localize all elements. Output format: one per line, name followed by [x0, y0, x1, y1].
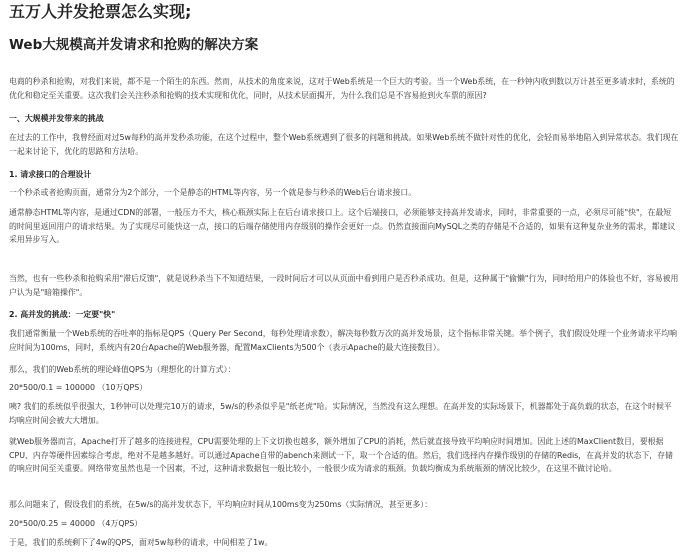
paragraph: 就Web服务器而言，Apache打开了越多的连接进程，CPU需要处理的上下文切换也越多，额外增加了CPU的消耗，然后就直接导致平均响应时间增加。因此上述的MaxClient数目，要根据CPU、内存等硬件因素综合考虑，绝对不是越多越好。可以通过Apache自带的abench来测试一下，取一个合适的值。然后，我们选择内存操作级别的存储的Redis，在高并发的状态下，存储的响应时间至关重要。网络带宽虽然也是一个因素，不过，这种请求数据包一般比较小，一般很少成为请求的瓶颈。负载均衡成为系统瓶颈的情况比较少，在这里不做讨论哈。 [9, 437, 673, 473]
paragraph: 于是，我们的系统剩下了4w的QPS，面对5w每秒的请求，中间相差了1w。 [9, 538, 273, 547]
formula: 20*500/0.25 = 40000 （4万QPS） [9, 519, 143, 528]
paragraph: 当然，也有一些秒杀和抢购采用"滞后反馈"，就是说秒杀当下不知道结果，一段时间后才可以从页面中看到用户是否秒杀成功。但是，这种属于"偷懒"行为，同时给用户的体验也不好，容易被用户认为是"暗箱操作"。 [9, 274, 679, 297]
article-title: 五万人并发抢票怎么实现; [9, 2, 192, 21]
paragraph: 我们通常衡量一个Web系统的吞吐率的指标是QPS（Query Per Second，每秒处理请求数），解决每秒数万次的高并发场景，这个指标非常关键。举个例子，我们假设处理一个业务请求平均响应时间为100ms，同时，系统内有20台Apache的Web服务器，配置MaxClients为500个（表示Apache的最大连接数目）。 [9, 329, 677, 352]
subsection-heading: 2. 高并发的挑战：一定要"快" [9, 310, 116, 319]
paragraph: 通常静态HTML等内容，是通过CDN的部署，一般压力不大，核心瓶颈实际上在后台请求接口上。这个后端接口，必须能够支持高并发请求，同时，非常重要的一点，必须尽可能"快"，在最短的时间里返回用户的请求结果。为了实现尽可能快这一点，接口的后端存储使用内存级别的操作会更好一点。仍然直接面向MySQL之类的存储是不合适的，如果有这种复杂业务的需求，都建议采用异步写入。 [9, 208, 676, 244]
article-subtitle: Web大规模高并发请求和抢购的解决方案 [9, 37, 259, 53]
section-heading: 一、大规模并发带来的挑战 [9, 114, 104, 123]
formula: 20*500/0.1 = 100000 （10万QPS） [9, 383, 148, 392]
paragraph: 那么，我们的Web系统的理论峰值QPS为（理想化的计算方式）： [9, 365, 236, 374]
paragraph: 在过去的工作中，我曾经面对过5w每秒的高并发秒杀功能，在这个过程中，整个Web系统遇到了很多的问题和挑战。如果Web系统不做针对性的优化，会轻而易举地陷入到异常状态。我们现在一起来讨论下，优化的思路和方法哈。 [9, 133, 679, 156]
subsection-heading: 1. 请求接口的合理设计 [9, 170, 92, 179]
paragraph: 咦? 我们的系统似乎很强大，1秒钟可以处理完10万的请求，5w/s的秒杀似乎是"纸老虎"哈。实际情况，当然没有这么理想。在高并发的实际场景下，机器都处于高负载的状态，在这个时候平均响应时间会被大大增加。 [9, 402, 672, 425]
paragraph: 那么问题来了，假设我们的系统，在5w/s的高并发状态下，平均响应时间从100ms变为250ms（实际情况，甚至更多）： [9, 500, 433, 509]
paragraph: 一个秒杀或者抢购页面，通常分为2个部分，一个是静态的HTML等内容，另一个就是参与秒杀的Web后台请求接口。 [9, 188, 417, 197]
intro-paragraph: 电商的秒杀和抢购，对我们来说，都不是一个陌生的东西。然而，从技术的角度来说，这对于Web系统是一个巨大的考验。当一个Web系统，在一秒钟内收到数以万计甚至更多请求时，系统的优化和稳定至关重要。这次我们会关注秒杀和抢购的技术实现和优化，同时，从技术层面揭开，为什么我们总是不容易抢到火车票的原因? [9, 77, 675, 100]
